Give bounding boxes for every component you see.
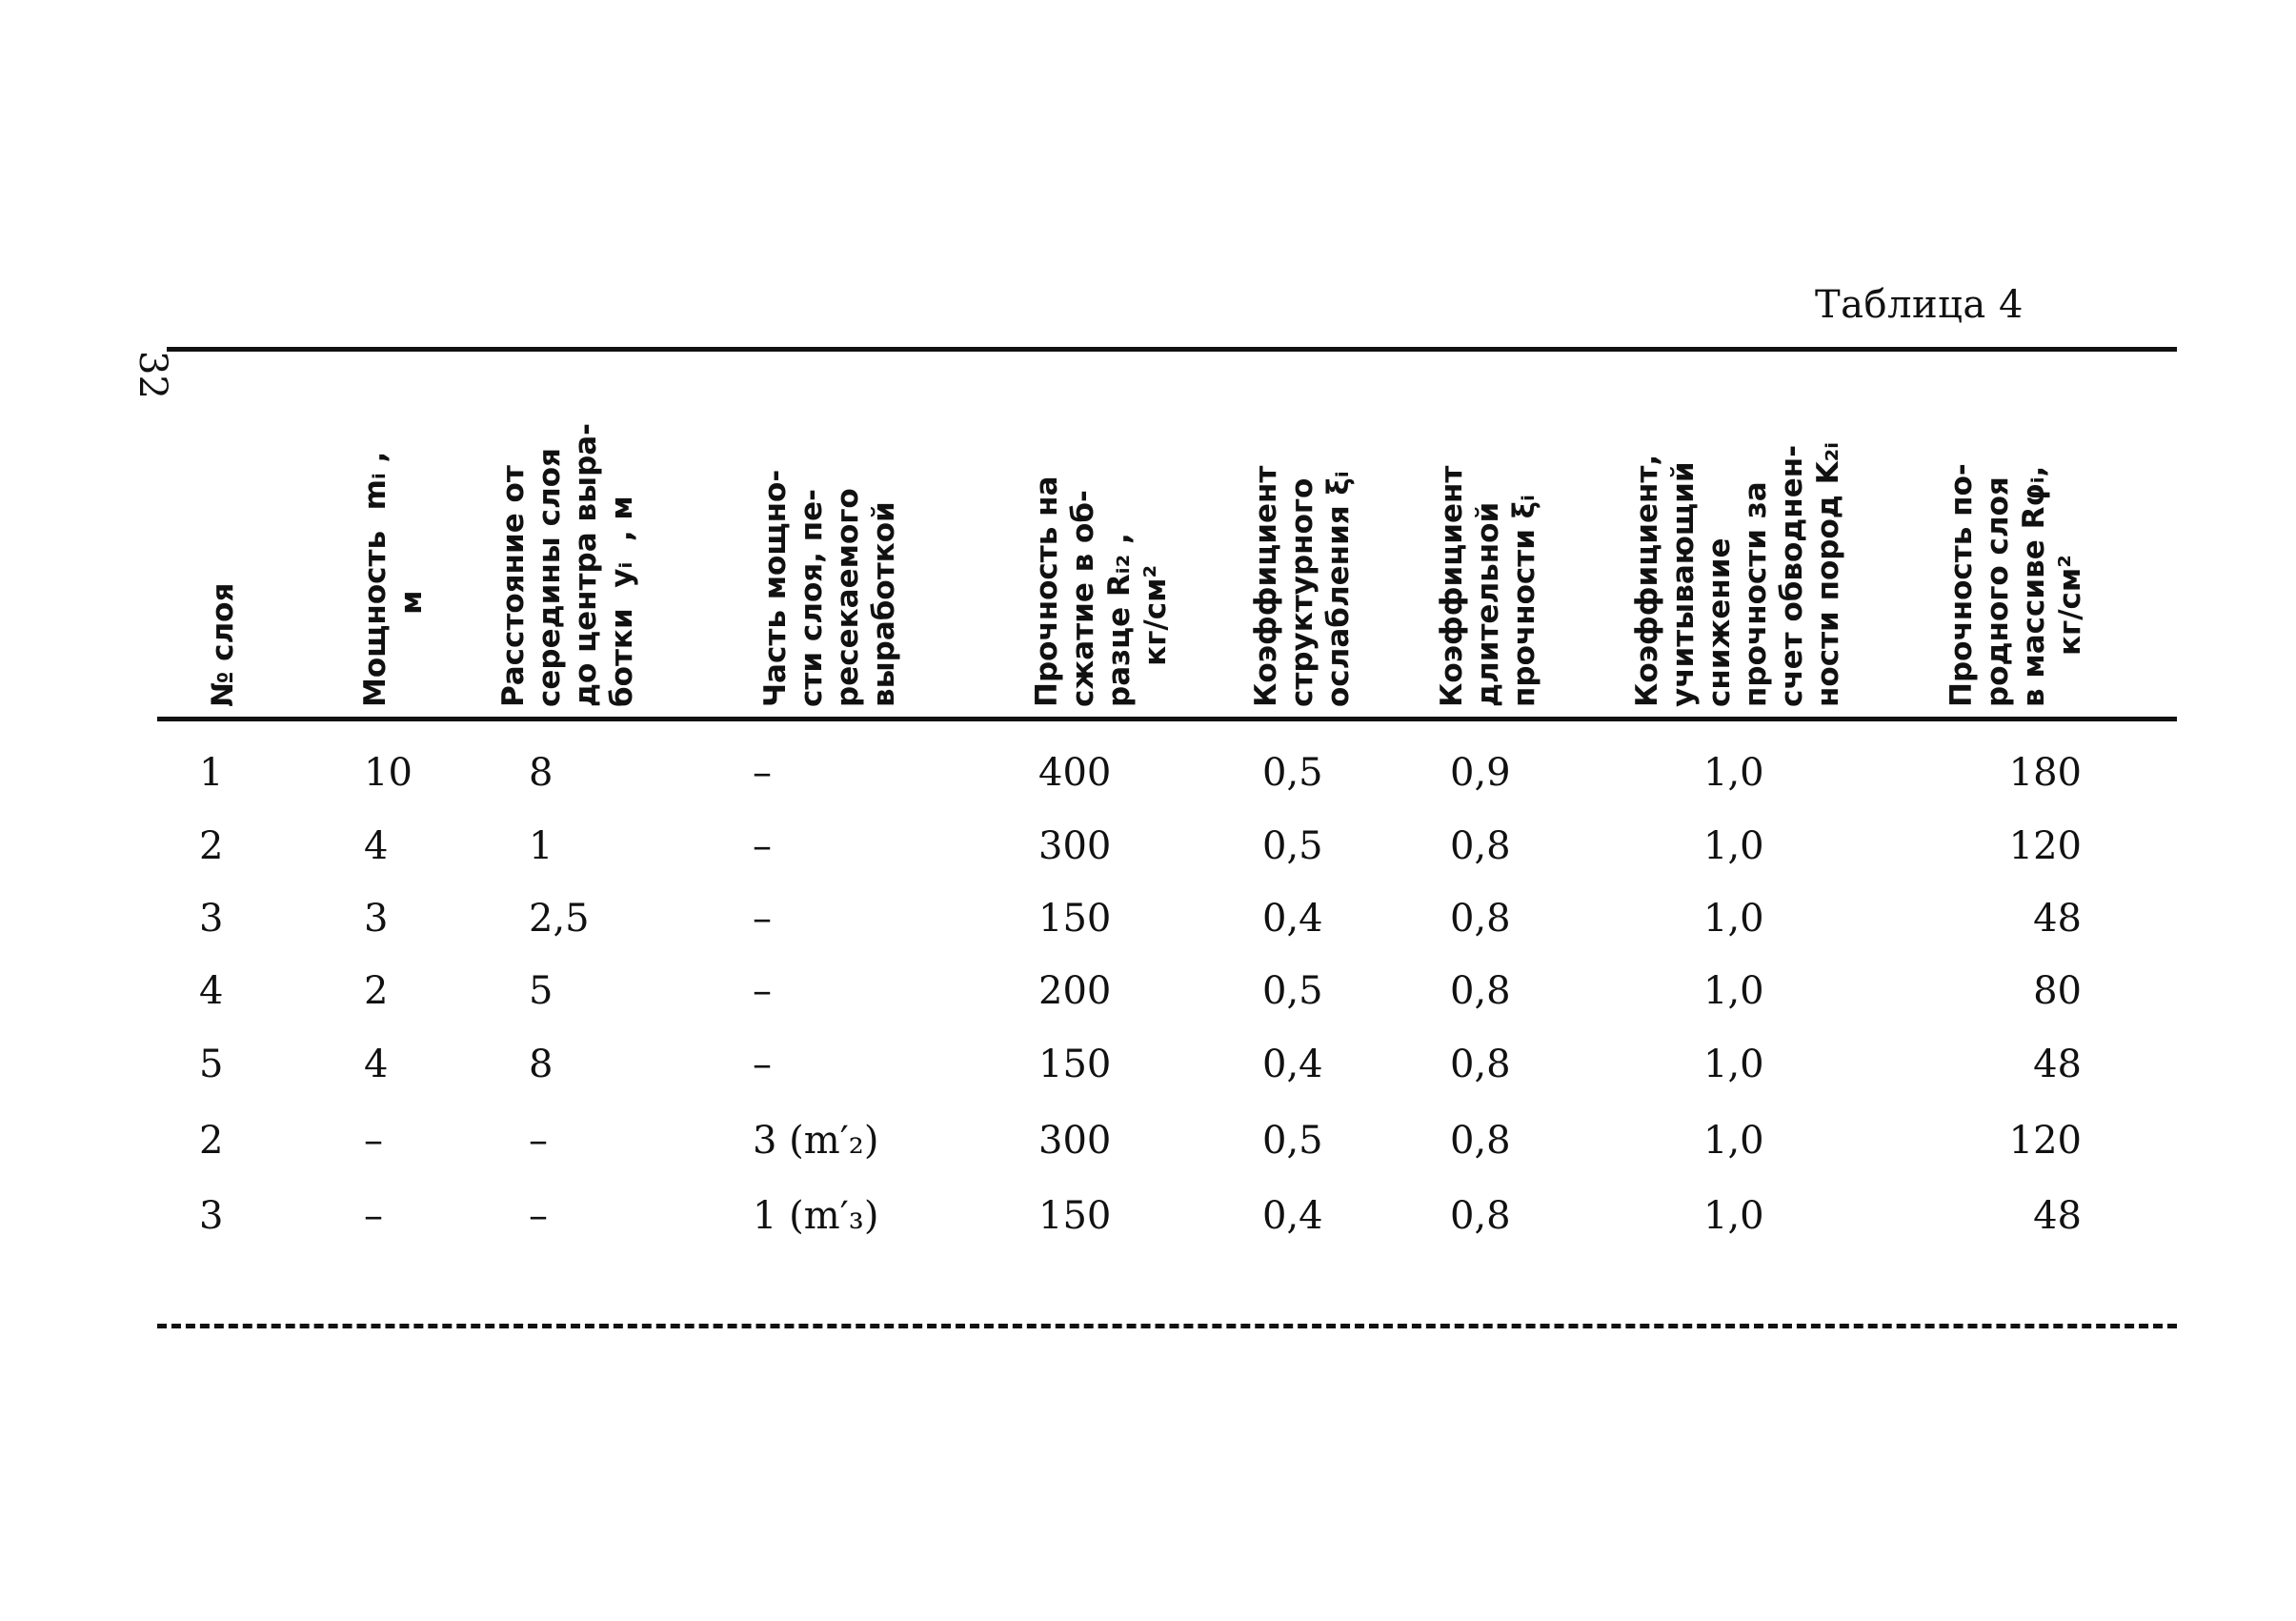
- cell-crossed-part: –: [753, 751, 772, 795]
- cell-water-coef: 1,0: [1703, 897, 1764, 941]
- cell-crossed-part: –: [753, 897, 772, 941]
- cell-layer-number: 3: [199, 897, 224, 941]
- table-row: [0, 813, 2296, 880]
- column-header-water-coef: Коэффициент, учитывающий снижение прочности за счет обводнен- ности пород K₂ᵢ: [1630, 441, 1845, 707]
- cell-massif-strength: 80: [2033, 969, 2082, 1013]
- cell-massif-strength: 120: [2008, 1119, 2082, 1163]
- table-row: [0, 885, 2296, 952]
- cell-layer-number: 3: [199, 1194, 224, 1238]
- cell-sample-strength: 150: [1038, 897, 1112, 941]
- cell-massif-strength: 48: [2033, 897, 2082, 941]
- cell-crossed-part: 1 (m′₃): [753, 1194, 879, 1238]
- table-row: [0, 1031, 2296, 1098]
- cell-distance: 1: [529, 824, 554, 868]
- cell-structural-coef: 0,4: [1262, 1194, 1323, 1238]
- cell-crossed-part: –: [753, 1043, 772, 1086]
- cell-distance: 8: [529, 1043, 554, 1086]
- column-header-crossed-part: Часть мощно- сти слоя, пе- ресекаемого выработкой: [758, 469, 901, 707]
- column-header-massif-strength: Прочность по- родного слоя в массиве Rφᵢ, кг/см²: [1944, 463, 2087, 707]
- table-row: [0, 1183, 2296, 1249]
- table-caption: Таблица 4: [1815, 283, 2024, 327]
- cell-thickness: 3: [364, 897, 389, 941]
- cell-sample-strength: 300: [1038, 1119, 1112, 1163]
- cell-crossed-part: 3 (m′₂): [753, 1119, 879, 1163]
- column-header-longterm-coef: Коэффициент длительной прочности ξᵢ: [1435, 465, 1541, 707]
- cell-water-coef: 1,0: [1703, 1119, 1764, 1163]
- cell-layer-number: 1: [199, 751, 224, 795]
- cell-water-coef: 1,0: [1703, 969, 1764, 1013]
- column-header-structural-coef: Коэффициент структурного ослабления ξᵢ: [1249, 465, 1356, 707]
- cell-thickness: 10: [364, 751, 413, 795]
- cell-massif-strength: 48: [2033, 1043, 2082, 1086]
- cell-distance: –: [529, 1119, 548, 1163]
- cell-water-coef: 1,0: [1703, 1194, 1764, 1238]
- cell-sample-strength: 200: [1038, 969, 1112, 1013]
- cell-structural-coef: 0,5: [1262, 1119, 1323, 1163]
- table-bottom-dashed-rule: [157, 1324, 2177, 1328]
- cell-thickness: 4: [364, 1043, 389, 1086]
- cell-water-coef: 1,0: [1703, 824, 1764, 868]
- table-row: [0, 740, 2296, 806]
- cell-sample-strength: 400: [1038, 751, 1112, 795]
- column-header-sample-strength: Прочность на сжатие в об- разце Rᵢ₂ , кг/см²: [1030, 476, 1173, 707]
- cell-thickness: 4: [364, 824, 389, 868]
- cell-water-coef: 1,0: [1703, 751, 1764, 795]
- column-header-thickness: Мощность mᵢ , м: [358, 451, 429, 707]
- cell-distance: 8: [529, 751, 554, 795]
- cell-distance: 5: [529, 969, 554, 1013]
- cell-longterm-coef: 0,8: [1450, 897, 1511, 941]
- cell-crossed-part: –: [753, 969, 772, 1013]
- cell-longterm-coef: 0,8: [1450, 1194, 1511, 1238]
- cell-thickness: –: [364, 1194, 383, 1238]
- cell-sample-strength: 150: [1038, 1043, 1112, 1086]
- cell-water-coef: 1,0: [1703, 1043, 1764, 1086]
- cell-longterm-coef: 0,8: [1450, 1119, 1511, 1163]
- cell-thickness: –: [364, 1119, 383, 1163]
- cell-massif-strength: 180: [2008, 751, 2082, 795]
- column-header-distance: Расстояние от середины слоя до центра выра- ботки yᵢ , м: [496, 422, 639, 707]
- cell-longterm-coef: 0,8: [1450, 969, 1511, 1013]
- cell-thickness: 2: [364, 969, 389, 1013]
- cell-structural-coef: 0,5: [1262, 969, 1323, 1013]
- cell-distance: –: [529, 1194, 548, 1238]
- cell-layer-number: 4: [199, 969, 224, 1013]
- cell-sample-strength: 150: [1038, 1194, 1112, 1238]
- cell-layer-number: 2: [199, 824, 224, 868]
- cell-distance: 2,5: [529, 897, 590, 941]
- cell-structural-coef: 0,5: [1262, 751, 1323, 795]
- cell-structural-coef: 0,4: [1262, 897, 1323, 941]
- cell-longterm-coef: 0,9: [1450, 751, 1511, 795]
- cell-crossed-part: –: [753, 824, 772, 868]
- cell-massif-strength: 48: [2033, 1194, 2082, 1238]
- table-row: [0, 958, 2296, 1024]
- table-header-rule: [157, 717, 2177, 721]
- table-row: [0, 1107, 2296, 1174]
- cell-layer-number: 5: [199, 1043, 224, 1086]
- cell-massif-strength: 120: [2008, 824, 2082, 868]
- cell-layer-number: 2: [199, 1119, 224, 1163]
- cell-structural-coef: 0,5: [1262, 824, 1323, 868]
- cell-structural-coef: 0,4: [1262, 1043, 1323, 1086]
- table-top-rule: [167, 347, 2177, 352]
- cell-sample-strength: 300: [1038, 824, 1112, 868]
- page-number: 32: [131, 351, 174, 399]
- cell-longterm-coef: 0,8: [1450, 824, 1511, 868]
- column-header-layer-number: № слоя: [206, 582, 240, 707]
- cell-longterm-coef: 0,8: [1450, 1043, 1511, 1086]
